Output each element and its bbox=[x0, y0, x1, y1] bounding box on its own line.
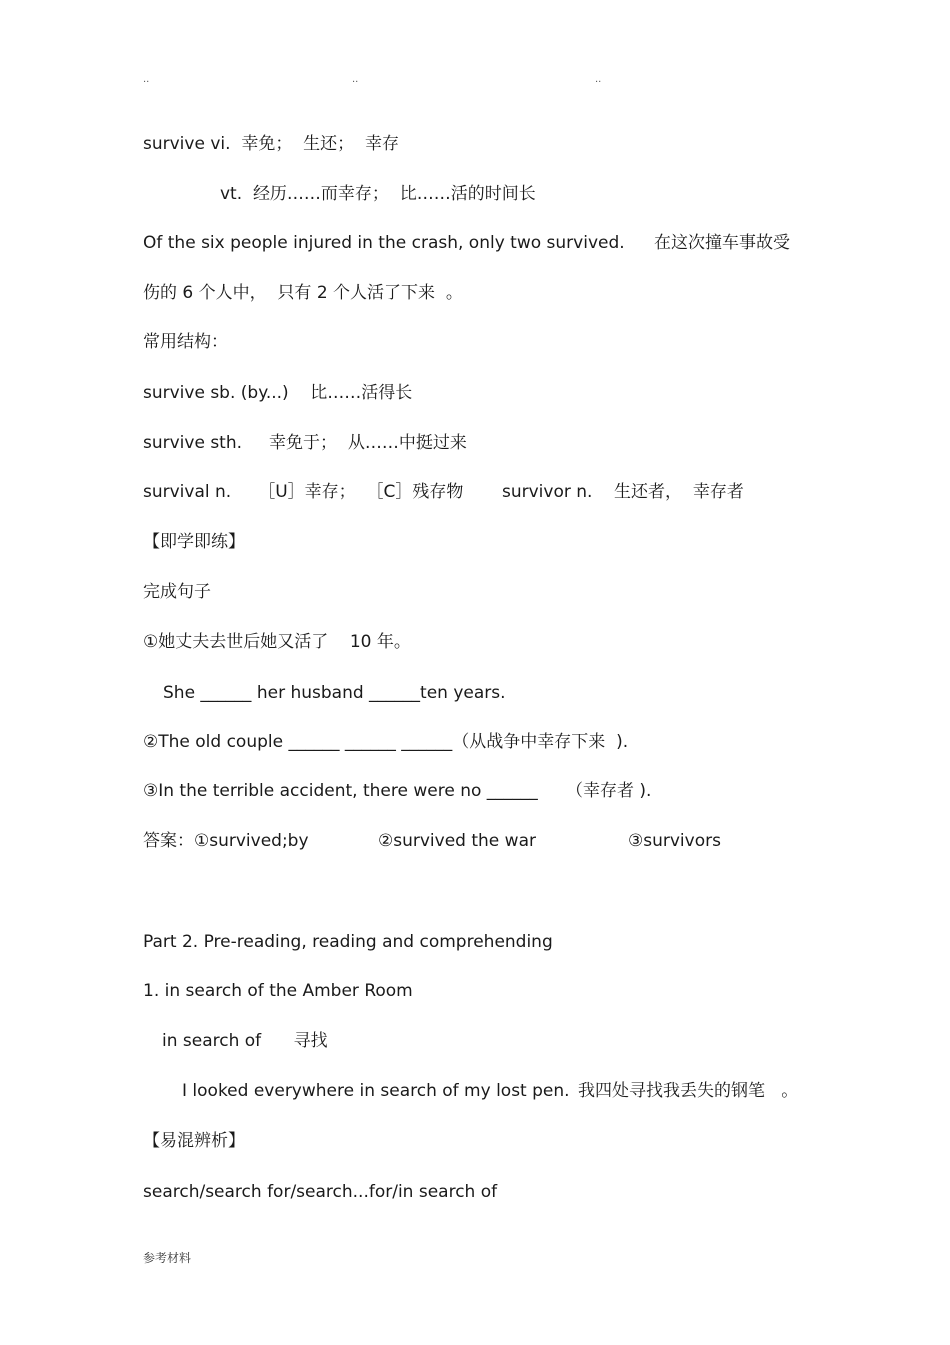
phrase-in-search-of: in search of 寻找 bbox=[162, 1031, 328, 1051]
header-mark-left: .. bbox=[143, 74, 150, 85]
footer-label: 参考材料 bbox=[143, 1251, 192, 1265]
question-2: ②The old couple ______ ______ ______（从战争中幸存下来 ). bbox=[143, 732, 629, 752]
question-3-hint: （幸存者 ). bbox=[566, 781, 652, 801]
question-1-en: She ______ her husband ______ten years. bbox=[163, 683, 506, 703]
vocab-survivor: survivor n. 生还者， 幸存者 bbox=[502, 482, 744, 502]
answer-2: ②survived the war bbox=[378, 831, 536, 851]
example-sentence-zh-part1: 在这次撞车事故受 bbox=[654, 233, 790, 253]
phrase-example-en: I looked everywhere in search of my lost pen. bbox=[182, 1081, 570, 1101]
example-sentence-zh-part2: 伤的 6 个人中， 只有 2 个人活了下来 。 bbox=[143, 283, 463, 303]
item-1-heading: 1. in search of the Amber Room bbox=[143, 981, 413, 1001]
common-structures-heading: 常用结构： bbox=[143, 332, 228, 352]
vocab-survival: survival n. ［U］幸存； ［C］残存物 bbox=[143, 482, 464, 502]
phrase-example-zh: 我四处寻找我丢失的钢笔 。 bbox=[578, 1081, 799, 1101]
structure-survive-sth: survive sth. 幸免于； 从……中挺过来 bbox=[143, 433, 467, 453]
question-1-zh: ①她丈夫去世后她又活了 10 年。 bbox=[143, 632, 411, 652]
part-2-heading: Part 2. Pre-reading, reading and comprehending bbox=[143, 932, 553, 952]
vocab-survive-vt: vt. 经历……而幸存； 比……活的时间长 bbox=[220, 184, 536, 204]
structure-survive-sb: survive sb. (by...) 比……活得长 bbox=[143, 383, 413, 403]
header-mark-center: .. bbox=[352, 74, 359, 85]
distinction-terms: search/search for/search...for/in search of bbox=[143, 1182, 498, 1202]
vocab-survive-vi: survive vi. 幸免； 生还； 幸存 bbox=[143, 134, 399, 154]
header-mark-right: .. bbox=[595, 74, 602, 85]
question-3: ③In the terrible accident, there were no ______ bbox=[143, 781, 538, 801]
answer-3: ③survivors bbox=[628, 831, 721, 851]
answer-1: 答案：①survived;by bbox=[143, 831, 309, 851]
example-sentence-en: Of the six people injured in the crash, only two survived. bbox=[143, 233, 625, 253]
distinction-heading: 【易混辨析】 bbox=[143, 1131, 245, 1151]
complete-sentences-heading: 完成句子 bbox=[143, 582, 211, 602]
practice-heading: 【即学即练】 bbox=[143, 532, 245, 552]
